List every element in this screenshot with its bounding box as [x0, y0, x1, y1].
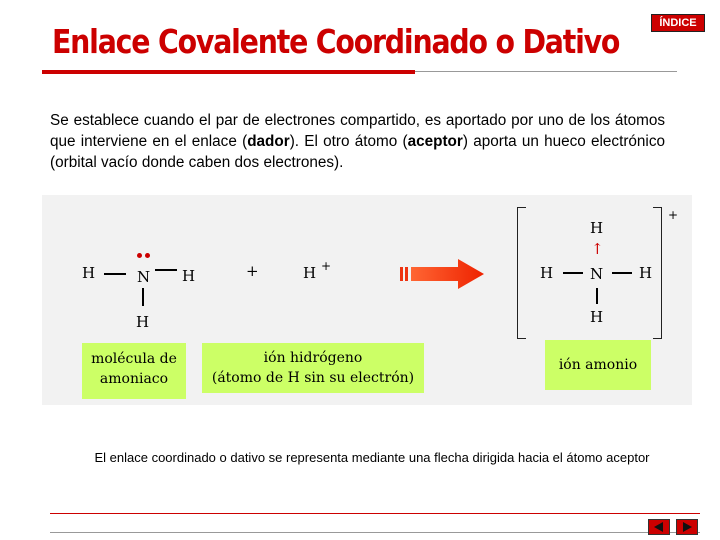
indice-button[interactable]: ÍNDICE: [651, 14, 705, 32]
proton-symbol: H: [303, 264, 317, 282]
next-slide-button[interactable]: [676, 519, 698, 535]
footer-rule-red: [50, 513, 700, 514]
footer-rule-gray: [50, 532, 700, 533]
ammonium-left-bond: [563, 272, 583, 274]
title-rule: [415, 71, 677, 72]
right-bracket: [653, 207, 662, 339]
ammonia-left-h: H: [82, 264, 96, 282]
ammonium-n: N: [590, 265, 604, 283]
reaction-arrow-icon: [400, 258, 486, 290]
ammonia-right-bond: [155, 269, 177, 271]
page-title: Enlace Covalente Coordinado o Dativo: [52, 22, 620, 61]
plus-sign: +: [246, 262, 259, 280]
lone-pair-dot: [145, 253, 150, 258]
ammonia-bottom-h: H: [136, 313, 150, 331]
reaction-diagram: [42, 195, 692, 405]
ammonia-left-bond: [104, 273, 126, 275]
ammonium-bottom-h: H: [590, 308, 604, 326]
ammonium-right-h: H: [639, 264, 653, 282]
hydrogen-label-line1: ión hidrógeno: [263, 350, 363, 366]
ammonia-label-line2: amoniaco: [99, 371, 169, 387]
ammonia-label-line1: molécula de: [91, 351, 177, 367]
intro-text-1: Se establece cuando el par de electrones compartido, es aportado por uno de los átomos que interviene en el enlace (: [50, 112, 665, 150]
ammonia-n: N: [137, 268, 151, 286]
dative-arrow-icon: ↑: [591, 240, 604, 258]
ammonium-left-h: H: [540, 264, 554, 282]
triangle-left-icon: [654, 522, 663, 532]
title-underline: [42, 70, 415, 74]
left-bracket: [517, 207, 526, 339]
ammonia-right-h: H: [182, 267, 196, 285]
ammonium-charge: +: [668, 208, 679, 222]
ammonium-top-h: H: [590, 219, 604, 237]
intro-text-2: ). El otro átomo (: [289, 133, 408, 150]
ammonium-right-bond: [612, 272, 632, 274]
proton-charge: +: [321, 259, 332, 273]
ammonia-bottom-bond: [142, 288, 144, 306]
intro-paragraph: [50, 110, 665, 173]
caption: El enlace coordinado o dativo se representa mediante una flecha dirigida hacia el átomo aceptor: [94, 450, 650, 465]
ammonium-bottom-bond: [596, 288, 598, 304]
ammonia-label: [82, 343, 186, 399]
triangle-right-icon: [683, 522, 692, 532]
intro-text-3: ) aporta un hueco electrónico (orbital vacío donde caben dos electrones).: [50, 133, 665, 171]
hydrogen-label-line2: (átomo de H sin su electrón): [211, 370, 415, 386]
hydrogen-label: [202, 343, 424, 393]
term-aceptor: aceptor: [407, 133, 463, 150]
term-dador: dador: [247, 133, 290, 150]
ammonium-label: ión amonio: [545, 340, 651, 390]
lone-pair-dot: [137, 253, 142, 258]
prev-slide-button[interactable]: [648, 519, 670, 535]
